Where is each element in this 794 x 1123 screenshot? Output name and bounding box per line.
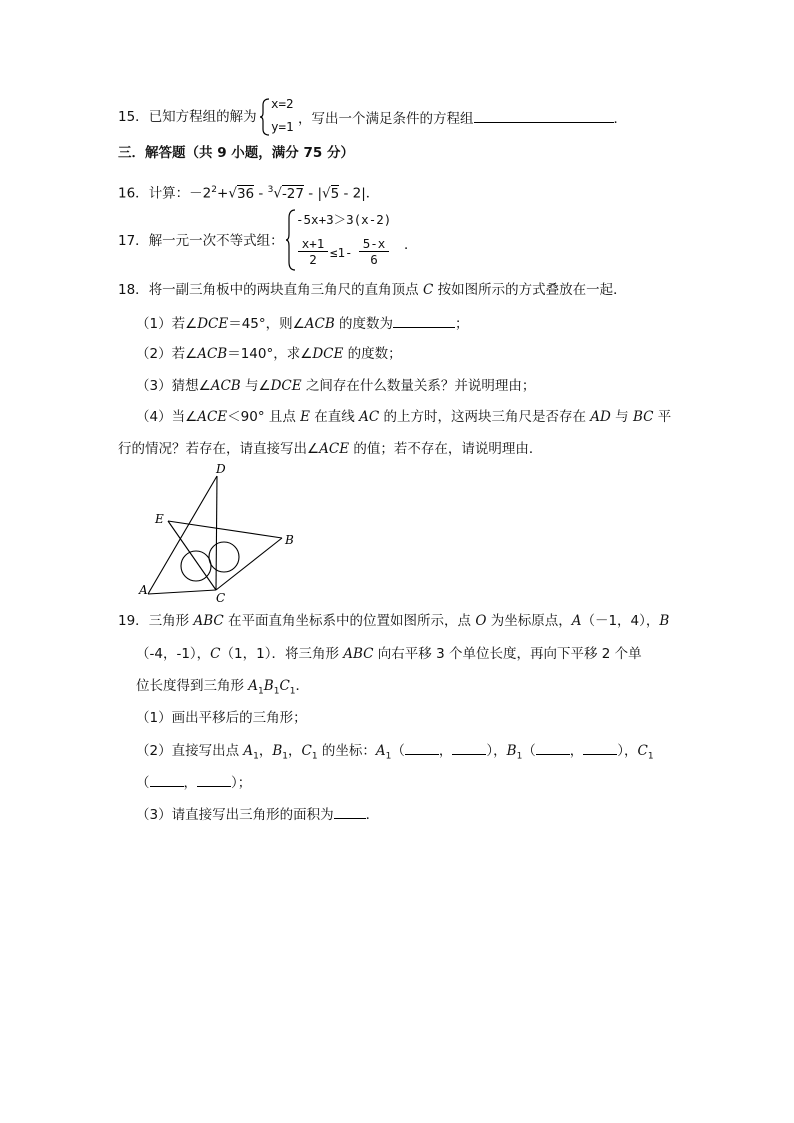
q16-minus: -	[254, 185, 268, 202]
q19-l1-var2: O	[475, 613, 487, 629]
q17-prefix: 解一元一次不等式组：	[148, 233, 284, 249]
q17-line1: -5x+3＞3(x-2)	[296, 212, 392, 227]
q19-a1-open: （	[391, 743, 405, 759]
q19-l2-a: （-4，-1），	[136, 646, 211, 662]
q17-frac1	[298, 236, 328, 267]
q19-a1-label: A	[375, 743, 386, 759]
q15-end: ．	[613, 111, 627, 127]
q15-suffix-line	[298, 108, 627, 128]
line-ac	[148, 590, 216, 594]
q19-c1-x-blank[interactable]	[150, 772, 184, 787]
q18-p4-e: 与	[610, 409, 633, 425]
q19-l1-c: 为坐标原点，	[486, 613, 572, 629]
q17-middle: ≤1-	[330, 245, 353, 260]
q17-line	[118, 232, 284, 250]
q18-p2-b: ＝140°，求∠	[227, 346, 313, 362]
q19-number: 19．	[118, 613, 149, 629]
q15-brace	[259, 97, 271, 137]
q19-p2-comma2: ，	[288, 743, 302, 759]
q19-a1-label-sub: 1	[385, 751, 392, 762]
q17-frac1-den: 2	[309, 252, 317, 267]
q19-part1: （1）画出平移后的三角形；	[136, 710, 307, 726]
q18-p3-var2: DCE	[270, 378, 302, 394]
q19-b1-label-sub: 1	[516, 751, 523, 762]
q18-part1	[136, 313, 469, 333]
q19-part2-cont	[136, 772, 251, 792]
q19-line1	[118, 612, 669, 630]
q15-sys-line1: x=2	[271, 96, 294, 111]
q18-p2-var2: DCE	[312, 346, 344, 362]
q18-p4-c: 在直线	[310, 409, 360, 425]
q18-p4-b: ＜90° 且点	[227, 409, 301, 425]
q19-c1-comma: ，	[183, 775, 197, 791]
q15-prefix: 已知方程组的解为	[148, 109, 257, 125]
sqrt2-icon: √	[322, 185, 331, 202]
q19-l3-sub3: 1	[289, 686, 296, 697]
q18-stem	[118, 281, 627, 299]
q19-l1-a: 三角形	[148, 613, 194, 629]
q19-l2-b: （1，1）．将三角形	[220, 646, 344, 662]
q16-sqrt1-radicand: 36	[236, 185, 255, 202]
q16-abs-open: - |	[304, 185, 323, 202]
q16-plus: +	[217, 185, 229, 202]
q19-p3-a: （3）请直接写出三角形的面积为	[136, 807, 334, 823]
q19-part2	[136, 740, 654, 766]
q17-frac1-num: x+1	[298, 236, 328, 252]
q19-b1-y-blank[interactable]	[583, 740, 617, 755]
q18-p2-c: 的度数；	[343, 346, 402, 362]
sqrt-icon: √	[228, 185, 237, 202]
circle-left	[181, 551, 211, 581]
q19-a1-comma: ，	[438, 743, 453, 759]
q15-line	[118, 108, 257, 126]
q17-frac2-num: 5-x	[359, 236, 389, 252]
q19-l1-var: ABC	[193, 613, 224, 629]
q19-p2-comma1: ，	[258, 743, 273, 759]
q18-p4-a: （4）当∠	[136, 409, 198, 425]
q19-l2-var: C	[210, 646, 221, 662]
q19-line3	[136, 677, 309, 701]
q16-abs-close: - 2|．	[339, 185, 380, 202]
q18-part4-cont	[118, 440, 542, 458]
q16-line	[118, 181, 379, 203]
label-d: D	[216, 462, 226, 476]
q18-p4-d: 的上方时，这两块三角尺是否存在	[379, 409, 591, 425]
q18-p2-var: ACB	[197, 346, 228, 362]
q19-b1-close: ），	[617, 743, 638, 759]
q18-p1-c: 的度数为	[334, 316, 394, 332]
q18-part4	[136, 408, 671, 426]
q15-suffix: ，写出一个满足条件的方程组	[298, 111, 474, 127]
q19-c1-label-sub: 1	[647, 751, 654, 762]
q19-l1-var3: A	[571, 613, 582, 629]
q19-part3	[136, 804, 379, 824]
q18-p4-var6: ACE	[319, 441, 350, 457]
q17-frac2	[359, 236, 389, 267]
q16-cbrt-index: 3	[267, 185, 274, 195]
line-bc	[216, 538, 282, 590]
q18-p4-var5: BC	[632, 409, 654, 425]
q19-l1-d: （－1，4），	[581, 613, 660, 629]
section3-title: 三．解答题（共 9 小题，满分 75 分）	[118, 145, 354, 161]
q18-p1-a: （1）若∠	[136, 316, 198, 332]
q18-p4-g: 行的情况？若存在，请直接写出∠	[118, 441, 320, 457]
q17-number: 17．	[118, 233, 149, 249]
q18-p2-a: （2）若∠	[136, 346, 198, 362]
q18-p1-d: ；	[455, 316, 469, 332]
cbrt-icon: √	[273, 185, 282, 202]
q18-p3-var: ACB	[210, 378, 241, 394]
q18-part2	[136, 345, 402, 363]
q19-p2-b1-sub: 1	[282, 751, 289, 762]
q19-area-blank[interactable]	[334, 804, 366, 819]
label-a: A	[139, 583, 148, 597]
q19-c1-close: ）；	[231, 775, 252, 791]
q19-l3-var: A	[248, 678, 259, 694]
label-b: B	[285, 533, 294, 547]
q19-l3-var3: C	[279, 678, 290, 694]
q19-l2-var2: ABC	[343, 646, 374, 662]
q18-p1-b: ＝45°，则∠	[228, 316, 305, 332]
q19-p2-b1-var: B	[272, 743, 283, 759]
q19-l2-c: 向右平移 3 个单位长度，再向下平移 2 个单	[373, 646, 642, 662]
q18-p3-b: 与∠	[240, 378, 271, 394]
q18-p1-var2: ACB	[304, 316, 335, 332]
q15-number: 15．	[118, 109, 149, 125]
q18-p1-answer-blank[interactable]	[393, 313, 455, 328]
q19-a1-y-blank[interactable]	[452, 740, 486, 755]
q19-a1-x-blank[interactable]	[405, 740, 439, 755]
q18-p4-var2: E	[300, 409, 311, 425]
q19-c1-label: C	[637, 743, 648, 759]
q18-var-c: C	[422, 282, 434, 298]
q18-figure	[136, 462, 296, 604]
q18-p1-var: DCE	[197, 316, 229, 332]
q19-l3-sub2: 1	[273, 686, 280, 697]
q19-l3-b: ．	[295, 678, 310, 694]
q18-part3	[136, 377, 535, 395]
q19-a1-close: ），	[486, 743, 507, 759]
q18-p3-c: 之间存在什么数量关系？并说明理由；	[301, 378, 536, 394]
label-e: E	[155, 512, 164, 526]
q19-c1-open: （	[136, 775, 150, 791]
q19-b1-open: （	[522, 743, 536, 759]
q18-text-a: 将一副三角板中的两块直角三角尺的直角顶点	[148, 282, 423, 298]
q19-p2-c: 的坐标：	[317, 743, 376, 759]
q15-answer-blank[interactable]	[474, 108, 614, 123]
q16-cbrt-radicand: -27	[281, 185, 304, 202]
line-dc	[216, 476, 217, 590]
q19-l1-b: 在平面直角坐标系中的位置如图所示，点	[223, 613, 476, 629]
label-c: C	[216, 591, 226, 604]
q19-line2	[136, 645, 642, 663]
q18-p4-var3: AC	[359, 409, 380, 425]
q17-frac2-den: 6	[370, 252, 378, 267]
q19-b1-label: B	[506, 743, 517, 759]
q18-p4-var4: AD	[590, 409, 611, 425]
q19-p2-c1-var: C	[301, 743, 312, 759]
q16-exponent: 2	[211, 185, 218, 195]
q16-sqrt2-radicand: 5	[330, 185, 340, 202]
q19-b1-x-blank[interactable]	[536, 740, 570, 755]
q19-p2-c1-sub: 1	[311, 751, 318, 762]
q19-l3-sub1: 1	[258, 686, 264, 697]
q18-number: 18．	[118, 282, 149, 298]
q19-p2-a: （2）直接写出点	[136, 743, 244, 759]
q17-end: ．	[404, 237, 418, 253]
q19-p3-b: ．	[365, 807, 380, 823]
q19-c1-y-blank[interactable]	[197, 772, 231, 787]
q19-l3-a: 位长度得到三角形	[136, 678, 249, 694]
circle-right	[209, 542, 239, 572]
q15-sys-line2: y=1	[271, 119, 294, 134]
q16-text-a: 计算：－2	[148, 185, 212, 202]
q19-l3-var2: B	[263, 678, 274, 694]
q19-l1-var4: B	[659, 613, 670, 629]
q18-p3-a: （3）猜想∠	[136, 378, 211, 394]
q18-p4-var: ACE	[197, 409, 228, 425]
q16-number: 16．	[118, 185, 149, 202]
q18-p4-f: 平	[653, 409, 672, 425]
q19-p2-a1-sub: 1	[253, 751, 259, 762]
q19-p2-a1-var: A	[243, 743, 254, 759]
q19-b1-comma: ，	[569, 743, 584, 759]
q18-p4-h: 的值；若不存在，请说明理由．	[349, 441, 543, 457]
q18-text-b: 按如图所示的方式叠放在一起．	[433, 282, 627, 298]
